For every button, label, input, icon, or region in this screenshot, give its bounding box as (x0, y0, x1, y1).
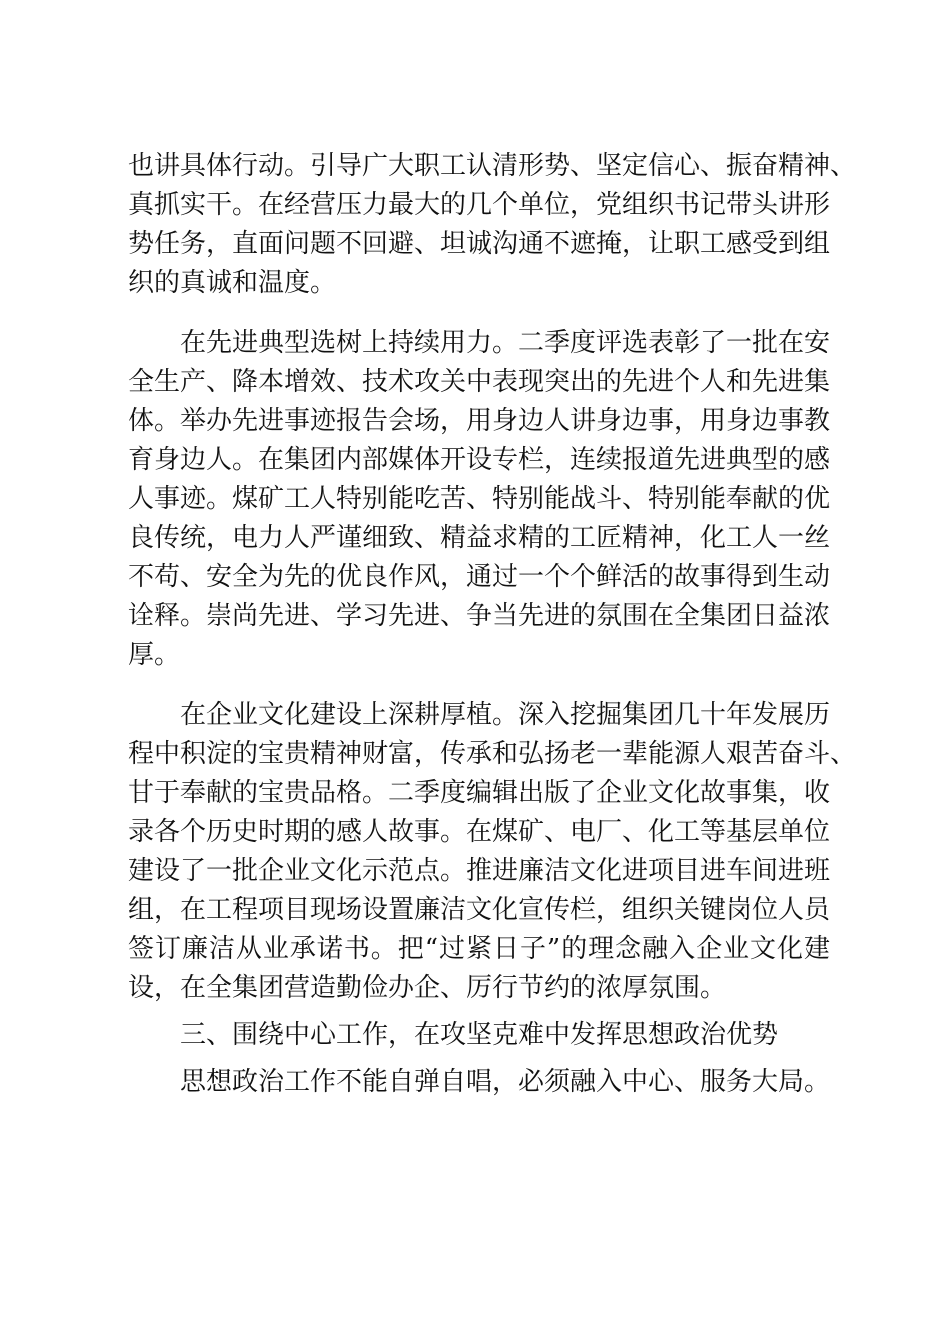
paragraph-2 (128, 324, 830, 675)
text-line: 也讲具体行动。引导广大职工认清形势、坚定信心、振奋精神、 (128, 151, 857, 181)
text-line: 人事迹。煤矿工人特别能吃苦、特别能战斗、特别能奉献的优 (128, 484, 831, 514)
section-heading (128, 1016, 830, 1055)
text-line: 诠释。崇尚先进、学习先进、争当先进的氛围在全集团日益浓 (128, 601, 831, 631)
paragraph-1 (128, 147, 857, 303)
paragraph-4 (128, 1063, 830, 1102)
text-line: 厚。 (128, 640, 181, 670)
text-line: 真抓实干。在经营压力最大的几个单位，党组织书记带头讲形 (128, 190, 831, 220)
text-line: 全生产、降本增效、技术攻关中表现突出的先进个人和先进集 (128, 367, 831, 397)
text-line: 思想政治工作不能自弹自唱，必须融入中心、服务大局。 (180, 1067, 831, 1097)
paragraph-3 (128, 696, 857, 1008)
text-line: 育身边人。在集团内部媒体开设专栏，连续报道先进典型的感 (128, 445, 831, 475)
text-line: 组，在工程项目现场设置廉洁文化宣传栏，组织关键岗位人员 (128, 895, 831, 925)
text-line: 织的真诚和温度。 (128, 268, 337, 298)
text-line: 势任务，直面问题不回避、坦诚沟通不遮掩，让职工感受到组 (128, 229, 831, 259)
text-line: 良传统，电力人严谨细致、精益求精的工匠精神，化工人一丝 (128, 523, 831, 553)
text-line: 录各个历史时期的感人故事。在煤矿、电厂、化工等基层单位 (128, 817, 831, 847)
section-heading-text: 三、围绕中心工作，在攻坚克难中发挥思想政治优势 (180, 1020, 779, 1050)
text-line: 体。举办先进事迹报告会场，用身边人讲身边事，用身边事教 (128, 406, 831, 436)
document-body (128, 147, 857, 1102)
text-line: 不苟、安全为先的优良作风，通过一个个鲜活的故事得到生动 (128, 562, 831, 592)
text-line: 设，在全集团营造勤俭办企、厉行节约的浓厚氛围。 (128, 973, 727, 1003)
text-line: 甘于奉献的宝贵品格。二季度编辑出版了企业文化故事集，收 (128, 778, 831, 808)
text-line: 在先进典型选树上持续用力。二季度评选表彰了一批在安 (180, 328, 831, 358)
text-line: 程中积淀的宝贵精神财富，传承和弘扬老一辈能源人艰苦奋斗、 (128, 739, 857, 769)
text-line: 建设了一批企业文化示范点。推进廉洁文化进项目进车间进班 (128, 856, 831, 886)
text-line: 签订廉洁从业承诺书。把“过紧日子”的理念融入企业文化建 (128, 934, 830, 964)
text-line: 在企业文化建设上深耕厚植。深入挖掘集团几十年发展历 (180, 700, 831, 730)
